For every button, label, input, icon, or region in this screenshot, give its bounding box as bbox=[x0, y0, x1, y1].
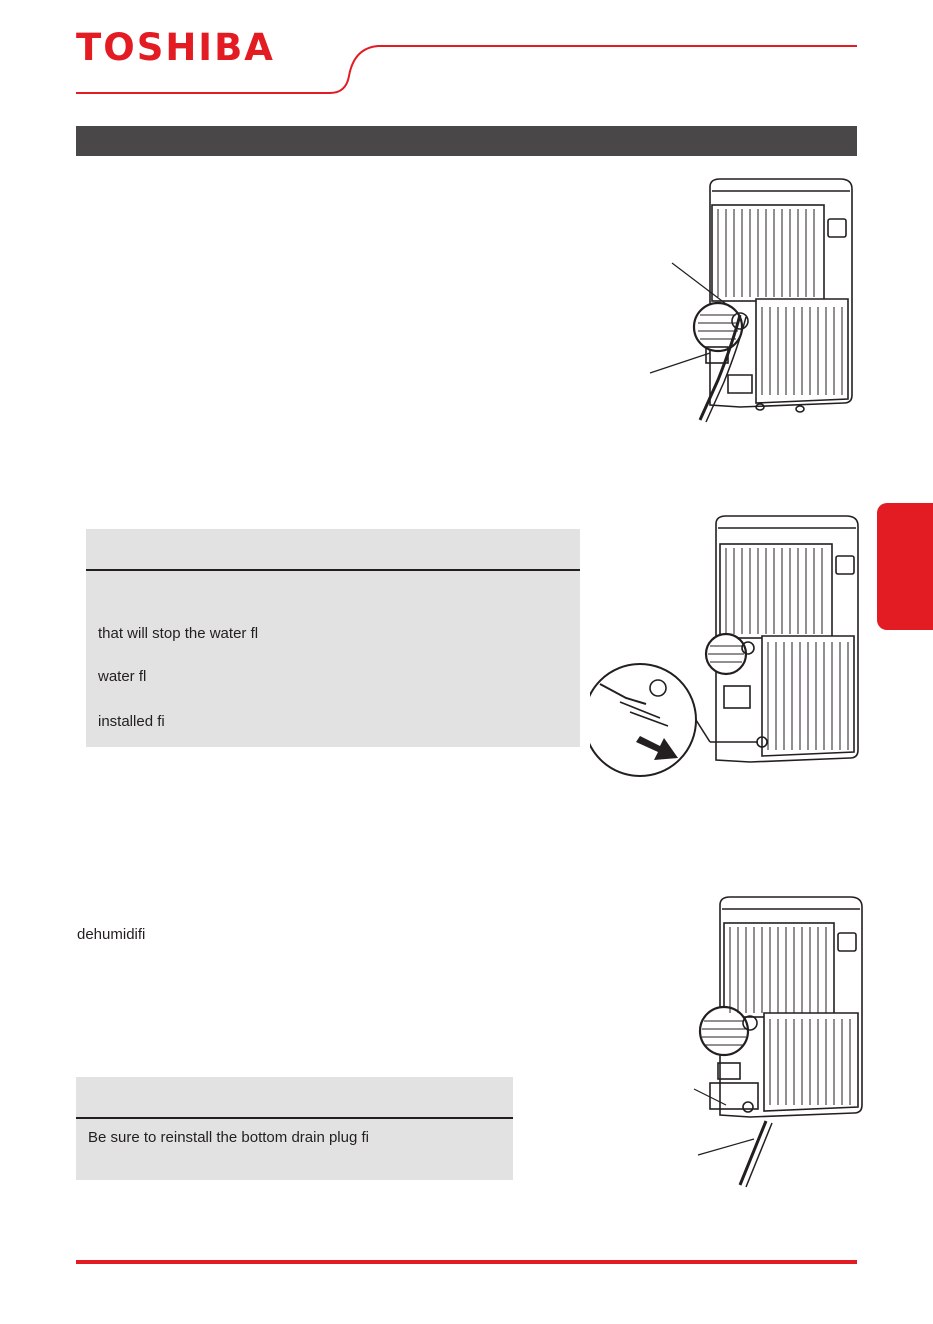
chapter-side-tab bbox=[877, 503, 933, 630]
brand-logo: TOSHIBA bbox=[76, 26, 275, 69]
footer-rule bbox=[76, 1260, 857, 1264]
section-heading-bar bbox=[76, 126, 857, 156]
ac-unit-bottom-drain-illustration bbox=[590, 512, 870, 792]
note-line: installed fi bbox=[98, 713, 165, 730]
note-box-drain-plug bbox=[86, 529, 580, 747]
note-box-header bbox=[76, 1077, 513, 1119]
note-line: Be sure to reinstall the bottom drain plug fi bbox=[88, 1129, 369, 1146]
body-text-line: dehumidifi bbox=[77, 926, 146, 943]
note-line: water fl bbox=[98, 668, 147, 685]
note-line: that will stop the water fl bbox=[98, 625, 259, 642]
ac-unit-drain-hose-illustration bbox=[640, 175, 870, 425]
note-box-reinstall-plug bbox=[76, 1077, 513, 1180]
ac-unit-continuous-drain-illustration bbox=[690, 893, 870, 1188]
header-swoosh bbox=[0, 0, 933, 100]
note-box-header bbox=[86, 529, 580, 571]
